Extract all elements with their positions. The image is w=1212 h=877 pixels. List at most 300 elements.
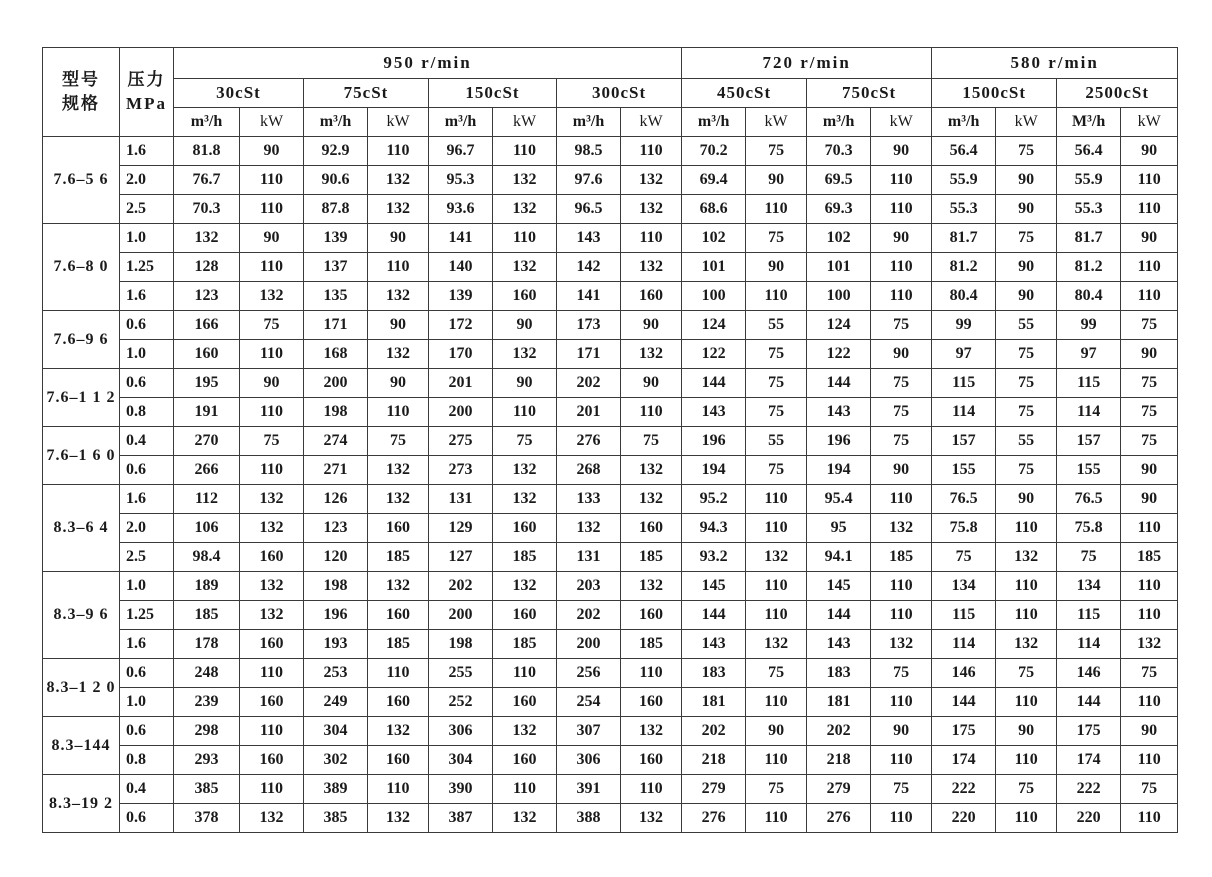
flow-cell: 106 [174, 514, 240, 543]
power-cell: 132 [621, 456, 682, 485]
flow-cell: 203 [557, 572, 621, 601]
power-cell: 110 [493, 137, 557, 166]
flow-cell: 95.3 [429, 166, 493, 195]
power-cell: 132 [240, 485, 304, 514]
flow-cell: 198 [304, 398, 368, 427]
power-cell: 90 [1121, 224, 1178, 253]
flow-cell: 170 [429, 340, 493, 369]
table-row [43, 253, 1178, 282]
power-cell: 75 [1121, 427, 1178, 456]
pressure-cell: 1.0 [120, 572, 174, 601]
flow-cell: 122 [682, 340, 746, 369]
flow-cell: 201 [429, 369, 493, 398]
power-cell: 55 [996, 311, 1057, 340]
flow-cell: 69.4 [682, 166, 746, 195]
power-cell: 90 [1121, 456, 1178, 485]
power-cell: 110 [240, 195, 304, 224]
pressure-cell: 1.0 [120, 688, 174, 717]
power-cell: 160 [621, 514, 682, 543]
flow-cell: 97 [932, 340, 996, 369]
flow-cell: 142 [557, 253, 621, 282]
unit-power: kW [1121, 108, 1178, 137]
table-row [43, 340, 1178, 369]
pressure-cell: 0.6 [120, 659, 174, 688]
flow-cell: 95.4 [807, 485, 871, 514]
power-cell: 90 [493, 311, 557, 340]
flow-cell: 191 [174, 398, 240, 427]
power-cell: 110 [996, 601, 1057, 630]
power-cell: 110 [746, 804, 807, 833]
power-cell: 110 [493, 224, 557, 253]
flow-cell: 70.2 [682, 137, 746, 166]
flow-cell: 81.7 [1057, 224, 1121, 253]
flow-cell: 92.9 [304, 137, 368, 166]
power-cell: 110 [240, 717, 304, 746]
flow-cell: 81.7 [932, 224, 996, 253]
flow-cell: 194 [807, 456, 871, 485]
power-cell: 160 [493, 746, 557, 775]
pressure-cell: 1.0 [120, 224, 174, 253]
power-cell: 110 [240, 775, 304, 804]
flow-cell: 202 [682, 717, 746, 746]
flow-cell: 157 [1057, 427, 1121, 456]
flow-cell: 252 [429, 688, 493, 717]
flow-cell: 168 [304, 340, 368, 369]
power-cell: 160 [621, 688, 682, 717]
flow-cell: 275 [429, 427, 493, 456]
power-cell: 110 [493, 659, 557, 688]
flow-cell: 304 [304, 717, 368, 746]
flow-cell: 387 [429, 804, 493, 833]
power-cell: 90 [621, 369, 682, 398]
unit-power: kW [996, 108, 1057, 137]
unit-flow: m³/h [304, 108, 368, 137]
power-cell: 132 [493, 804, 557, 833]
flow-cell: 155 [1057, 456, 1121, 485]
power-cell: 110 [871, 688, 932, 717]
power-cell: 110 [240, 166, 304, 195]
flow-cell: 254 [557, 688, 621, 717]
model-header-line2: 规格 [62, 94, 100, 113]
flow-cell: 96.7 [429, 137, 493, 166]
power-cell: 132 [368, 485, 429, 514]
power-cell: 110 [621, 398, 682, 427]
flow-cell: 55.9 [932, 166, 996, 195]
power-cell: 110 [368, 398, 429, 427]
power-cell: 75 [240, 311, 304, 340]
power-cell: 110 [996, 746, 1057, 775]
flow-cell: 196 [304, 601, 368, 630]
flow-cell: 202 [429, 572, 493, 601]
table-row [43, 166, 1178, 195]
flow-cell: 200 [557, 630, 621, 659]
pressure-cell: 0.6 [120, 456, 174, 485]
flow-cell: 55.3 [1057, 195, 1121, 224]
pressure-cell: 0.8 [120, 746, 174, 775]
flow-cell: 114 [932, 398, 996, 427]
flow-cell: 220 [1057, 804, 1121, 833]
flow-cell: 239 [174, 688, 240, 717]
unit-flow: m³/h [557, 108, 621, 137]
power-cell: 75 [996, 659, 1057, 688]
flow-cell: 135 [304, 282, 368, 311]
flow-cell: 126 [304, 485, 368, 514]
power-cell: 75 [746, 137, 807, 166]
power-cell: 110 [1121, 195, 1178, 224]
flow-cell: 100 [682, 282, 746, 311]
table-row [43, 369, 1178, 398]
model-cell: 8.3–19 2 [43, 775, 120, 833]
flow-cell: 200 [429, 398, 493, 427]
flow-cell: 81.2 [932, 253, 996, 282]
power-cell: 110 [746, 485, 807, 514]
power-cell: 132 [493, 253, 557, 282]
power-cell: 75 [621, 427, 682, 456]
power-cell: 132 [368, 456, 429, 485]
power-cell: 132 [368, 340, 429, 369]
table-row [43, 688, 1178, 717]
flow-cell: 378 [174, 804, 240, 833]
flow-cell: 144 [1057, 688, 1121, 717]
flow-cell: 93.6 [429, 195, 493, 224]
unit-flow: m³/h [682, 108, 746, 137]
power-cell: 110 [493, 398, 557, 427]
power-cell: 75 [871, 398, 932, 427]
flow-cell: 391 [557, 775, 621, 804]
power-cell: 90 [368, 311, 429, 340]
viscosity-header: 300cSt [557, 79, 682, 108]
power-cell: 160 [240, 688, 304, 717]
flow-cell: 388 [557, 804, 621, 833]
power-cell: 110 [621, 224, 682, 253]
power-cell: 90 [996, 717, 1057, 746]
pressure-cell: 1.6 [120, 137, 174, 166]
flow-cell: 183 [682, 659, 746, 688]
flow-cell: 90.6 [304, 166, 368, 195]
flow-cell: 99 [1057, 311, 1121, 340]
unit-power: kW [493, 108, 557, 137]
power-cell: 90 [996, 485, 1057, 514]
viscosity-header: 150cSt [429, 79, 557, 108]
power-cell: 132 [621, 572, 682, 601]
speed-group-720: 720 r/min [682, 48, 932, 79]
flow-cell: 127 [429, 543, 493, 572]
power-cell: 132 [871, 514, 932, 543]
flow-cell: 271 [304, 456, 368, 485]
power-cell: 132 [240, 514, 304, 543]
power-cell: 110 [1121, 572, 1178, 601]
power-cell: 75 [996, 224, 1057, 253]
power-cell: 132 [996, 543, 1057, 572]
flow-cell: 144 [682, 369, 746, 398]
pressure-cell: 0.6 [120, 804, 174, 833]
power-cell: 75 [996, 398, 1057, 427]
speed-group-950: 950 r/min [174, 48, 682, 79]
power-cell: 90 [1121, 137, 1178, 166]
flow-cell: 143 [682, 398, 746, 427]
power-cell: 90 [996, 282, 1057, 311]
flow-cell: 198 [304, 572, 368, 601]
flow-cell: 385 [174, 775, 240, 804]
power-cell: 132 [493, 166, 557, 195]
power-cell: 132 [368, 282, 429, 311]
power-cell: 90 [996, 253, 1057, 282]
power-cell: 132 [493, 456, 557, 485]
table-row [43, 804, 1178, 833]
flow-cell: 95 [807, 514, 871, 543]
table-row [43, 224, 1178, 253]
flow-cell: 139 [304, 224, 368, 253]
flow-cell: 273 [429, 456, 493, 485]
power-cell: 110 [368, 659, 429, 688]
power-cell: 132 [240, 282, 304, 311]
power-cell: 75 [1121, 311, 1178, 340]
flow-cell: 171 [304, 311, 368, 340]
flow-cell: 102 [807, 224, 871, 253]
flow-cell: 274 [304, 427, 368, 456]
flow-cell: 75.8 [932, 514, 996, 543]
model-cell: 7.6–9 6 [43, 311, 120, 369]
flow-cell: 200 [429, 601, 493, 630]
flow-cell: 181 [807, 688, 871, 717]
pressure-cell: 1.0 [120, 340, 174, 369]
table-row [43, 311, 1178, 340]
flow-cell: 200 [304, 369, 368, 398]
flow-cell: 115 [1057, 601, 1121, 630]
power-cell: 110 [871, 253, 932, 282]
table-row [43, 601, 1178, 630]
power-cell: 90 [871, 717, 932, 746]
flow-cell: 201 [557, 398, 621, 427]
flow-cell: 94.3 [682, 514, 746, 543]
power-cell: 90 [621, 311, 682, 340]
flow-cell: 390 [429, 775, 493, 804]
power-cell: 185 [871, 543, 932, 572]
power-cell: 132 [871, 630, 932, 659]
power-cell: 75 [871, 369, 932, 398]
flow-cell: 134 [1057, 572, 1121, 601]
power-cell: 55 [996, 427, 1057, 456]
power-cell: 75 [746, 224, 807, 253]
power-cell: 110 [240, 398, 304, 427]
flow-cell: 196 [682, 427, 746, 456]
pressure-cell: 2.0 [120, 514, 174, 543]
power-cell: 75 [996, 456, 1057, 485]
speed-group-580: 580 r/min [932, 48, 1178, 79]
power-cell: 132 [368, 195, 429, 224]
power-cell: 132 [493, 340, 557, 369]
flow-cell: 122 [807, 340, 871, 369]
power-cell: 110 [746, 195, 807, 224]
pressure-header [120, 48, 174, 137]
flow-cell: 56.4 [1057, 137, 1121, 166]
power-cell: 185 [493, 630, 557, 659]
power-cell: 160 [493, 601, 557, 630]
flow-cell: 97 [1057, 340, 1121, 369]
flow-cell: 279 [807, 775, 871, 804]
power-cell: 160 [493, 282, 557, 311]
flow-cell: 115 [932, 601, 996, 630]
pressure-header-line2: MPa [126, 94, 167, 113]
power-cell: 110 [368, 253, 429, 282]
flow-cell: 134 [932, 572, 996, 601]
power-cell: 110 [1121, 253, 1178, 282]
table-row [43, 572, 1178, 601]
flow-cell: 69.5 [807, 166, 871, 195]
model-cell: 7.6–8 0 [43, 224, 120, 311]
power-cell: 55 [746, 311, 807, 340]
power-cell: 185 [493, 543, 557, 572]
flow-cell: 141 [557, 282, 621, 311]
flow-cell: 171 [557, 340, 621, 369]
power-cell: 75 [996, 369, 1057, 398]
power-cell: 75 [871, 427, 932, 456]
pressure-cell: 0.4 [120, 775, 174, 804]
power-cell: 75 [240, 427, 304, 456]
pump-spec-table [42, 47, 1178, 833]
power-cell: 110 [240, 659, 304, 688]
power-cell: 75 [493, 427, 557, 456]
flow-cell: 185 [174, 601, 240, 630]
flow-cell: 96.5 [557, 195, 621, 224]
flow-cell: 146 [932, 659, 996, 688]
power-cell: 75 [1121, 775, 1178, 804]
table-row [43, 775, 1178, 804]
unit-power: kW [240, 108, 304, 137]
flow-cell: 220 [932, 804, 996, 833]
flow-cell: 76.5 [932, 485, 996, 514]
power-cell: 110 [368, 775, 429, 804]
model-header-line1: 型号 [62, 70, 100, 89]
pressure-cell: 0.6 [120, 717, 174, 746]
power-cell: 132 [746, 543, 807, 572]
pressure-cell: 0.8 [120, 398, 174, 427]
flow-cell: 131 [429, 485, 493, 514]
power-cell: 110 [621, 659, 682, 688]
flow-cell: 248 [174, 659, 240, 688]
viscosity-header: 1500cSt [932, 79, 1057, 108]
power-cell: 132 [996, 630, 1057, 659]
flow-cell: 198 [429, 630, 493, 659]
flow-cell: 144 [682, 601, 746, 630]
power-cell: 110 [871, 195, 932, 224]
model-cell: 8.3–1 2 0 [43, 659, 120, 717]
power-cell: 75 [368, 427, 429, 456]
table-row [43, 398, 1178, 427]
flow-cell: 55.3 [932, 195, 996, 224]
power-cell: 110 [746, 572, 807, 601]
flow-cell: 266 [174, 456, 240, 485]
power-cell: 90 [871, 456, 932, 485]
power-cell: 160 [621, 746, 682, 775]
flow-cell: 139 [429, 282, 493, 311]
power-cell: 110 [1121, 282, 1178, 311]
flow-cell: 174 [932, 746, 996, 775]
pressure-cell: 0.4 [120, 427, 174, 456]
flow-cell: 101 [682, 253, 746, 282]
flow-cell: 175 [932, 717, 996, 746]
power-cell: 90 [746, 166, 807, 195]
table-row [43, 543, 1178, 572]
power-cell: 132 [621, 340, 682, 369]
power-cell: 132 [621, 804, 682, 833]
power-cell: 110 [746, 688, 807, 717]
power-cell: 110 [746, 282, 807, 311]
viscosity-header: 450cSt [682, 79, 807, 108]
power-cell: 90 [368, 224, 429, 253]
power-cell: 110 [871, 804, 932, 833]
flow-cell: 193 [304, 630, 368, 659]
flow-cell: 56.4 [932, 137, 996, 166]
power-cell: 110 [746, 601, 807, 630]
flow-cell: 99 [932, 311, 996, 340]
flow-cell: 80.4 [932, 282, 996, 311]
flow-cell: 143 [807, 630, 871, 659]
power-cell: 110 [996, 572, 1057, 601]
power-cell: 132 [493, 195, 557, 224]
flow-cell: 276 [807, 804, 871, 833]
flow-cell: 97.6 [557, 166, 621, 195]
power-cell: 132 [493, 572, 557, 601]
flow-cell: 202 [557, 601, 621, 630]
flow-cell: 270 [174, 427, 240, 456]
power-cell: 90 [996, 166, 1057, 195]
viscosity-header: 30cSt [174, 79, 304, 108]
flow-cell: 112 [174, 485, 240, 514]
table-row [43, 195, 1178, 224]
unit-flow: m³/h [807, 108, 871, 137]
flow-cell: 143 [807, 398, 871, 427]
flow-cell: 144 [932, 688, 996, 717]
flow-cell: 268 [557, 456, 621, 485]
flow-cell: 75.8 [1057, 514, 1121, 543]
flow-cell: 146 [1057, 659, 1121, 688]
power-cell: 132 [368, 166, 429, 195]
power-cell: 75 [996, 340, 1057, 369]
flow-cell: 222 [1057, 775, 1121, 804]
flow-cell: 115 [1057, 369, 1121, 398]
table-row [43, 659, 1178, 688]
power-cell: 132 [621, 717, 682, 746]
flow-cell: 137 [304, 253, 368, 282]
model-cell: 8.3–9 6 [43, 572, 120, 659]
flow-cell: 70.3 [174, 195, 240, 224]
flow-cell: 128 [174, 253, 240, 282]
flow-cell: 298 [174, 717, 240, 746]
power-cell: 75 [746, 369, 807, 398]
flow-cell: 145 [682, 572, 746, 601]
power-cell: 110 [871, 746, 932, 775]
pressure-cell: 1.6 [120, 630, 174, 659]
model-header [43, 48, 120, 137]
flow-cell: 68.6 [682, 195, 746, 224]
pressure-cell: 1.25 [120, 601, 174, 630]
unit-power: kW [746, 108, 807, 137]
power-cell: 90 [240, 224, 304, 253]
flow-cell: 70.3 [807, 137, 871, 166]
power-cell: 90 [871, 137, 932, 166]
flow-cell: 76.7 [174, 166, 240, 195]
flow-cell: 123 [304, 514, 368, 543]
power-cell: 90 [871, 340, 932, 369]
flow-cell: 55.9 [1057, 166, 1121, 195]
power-cell: 90 [240, 369, 304, 398]
flow-cell: 255 [429, 659, 493, 688]
power-cell: 110 [996, 514, 1057, 543]
power-cell: 110 [621, 137, 682, 166]
flow-cell: 132 [174, 224, 240, 253]
power-cell: 160 [493, 688, 557, 717]
